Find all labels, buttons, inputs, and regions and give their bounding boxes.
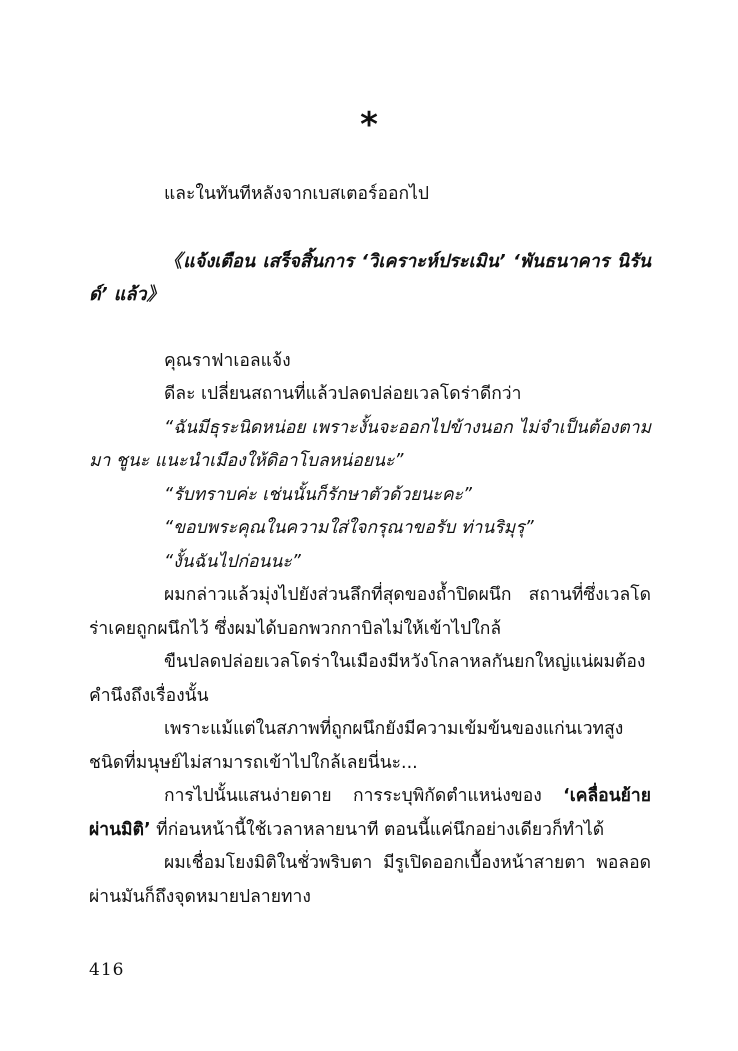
dialogue-line: “รับทราบค่ะ เช่นนั้นก็รักษาตัวด้วยนะคะ” <box>164 484 472 505</box>
paragraph: เพราะแม้แต่ในสภาพที่ถูกผนึกยังมีความเข้มข้นของแก่นเวทสูงชนิดที่มนุษย์ไม่สามารถเข้าไปใกล้เลยนี่นะ... <box>89 719 624 773</box>
page-number: 416 <box>89 960 125 980</box>
paragraph: ผมเชื่อมโยงมิติในชั่วพริบตา มีรูเปิดออกเบื้องหน้าสายตา พอลอดผ่านมันก็ถึงจุดหมายปลายทาง <box>89 853 651 907</box>
paragraph: คุณราฟาเอลแจ้ง <box>164 350 291 371</box>
paragraph: ผมกล่าวแล้วมุ่งไปยังส่วนลึกที่สุดของถ้ำปิดผนึก สถานที่ซึ่งเวลโดร่าเคยถูกผนึกไว้ ซึ่งผมได้บอกพวกกาบิลไม่ให้เข้าไปใกล้ <box>89 585 651 639</box>
dialogue-line: “งั้นฉันไปก่อนนะ” <box>164 551 301 572</box>
system-notification: 《แจ้งเตือน เสร็จสิ้นการ ‘วิเคราะห์ประเมิน’ ‘พันธนาคาร นิรันด์’ แล้ว》 <box>89 250 651 305</box>
paragraph: ขืนปลดปล่อยเวลโดร่าในเมืองมีหวังโกลาหลกันยกใหญ่แน่ผมต้องคำนึงถึงเรื่องนั้น <box>89 652 646 706</box>
paragraph <box>89 780 651 847</box>
page-body <box>89 178 651 914</box>
paragraph-text: ที่ก่อนหน้านี้ใช้เวลาหลายนาที ตอนนี้แค่นึกอย่างเดียวก็ทำได้ <box>150 819 605 840</box>
dialogue-line: “ฉันมีธุระนิดหน่อย เพราะงั้นจะออกไปข้างนอก ไม่จำเป็นต้องตามมา ชูนะ แนะนำเมืองให้ดิอาโบลหน่อยนะ” <box>89 417 651 471</box>
paragraph-text: การไปนั้นแสนง่ายดาย การระบุพิกัดตำแหน่งของ <box>164 786 564 806</box>
dialogue-line: “ขอบพระคุณในความใส่ใจกรุณาขอรับ ท่านริมุรุ” <box>164 518 534 538</box>
paragraph: ดีละ เปลี่ยนสถานที่แล้วปลดปล่อยเวลโดร่าดีกว่า <box>164 384 522 404</box>
paragraph: และในทันทีหลังจากเบสเตอร์ออกไป <box>164 184 429 204</box>
skill-name: ‘เคลื่อนย้ายผ่านมิติ’ <box>89 786 651 840</box>
scene-break-asterisk: * <box>360 105 378 145</box>
